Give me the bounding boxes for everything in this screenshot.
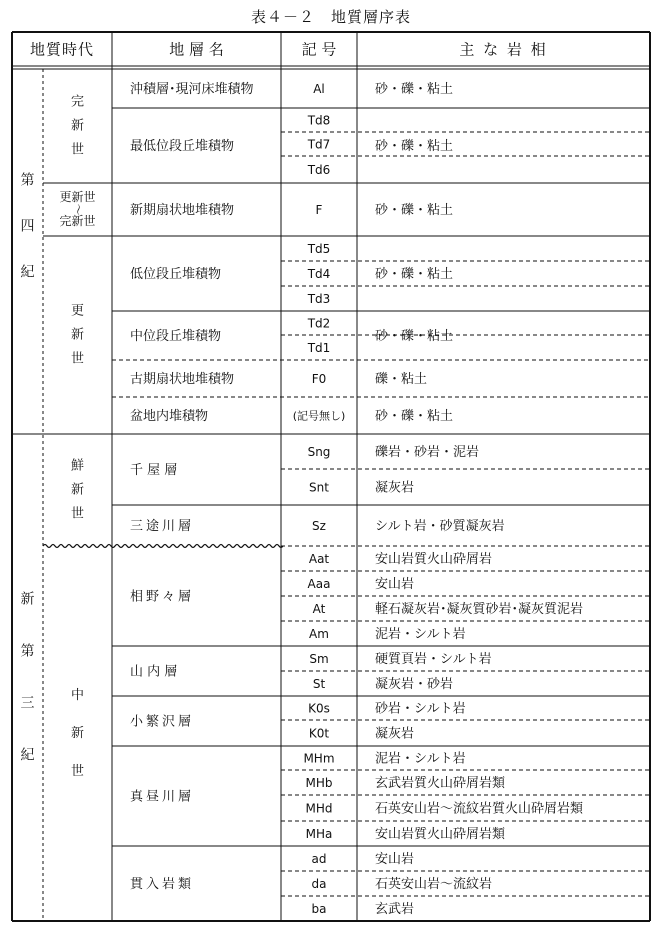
- rock-facies: 玄武岩質火山砕屑岩類: [375, 776, 506, 791]
- formation-symbol: MHd: [305, 801, 333, 816]
- epoch-label: ～: [71, 203, 85, 216]
- table-caption: 表４－２ 地質層序表: [250, 8, 411, 26]
- header-facies: 主 な 岩 相: [459, 40, 548, 59]
- period-label: 第: [20, 643, 35, 660]
- formation-symbol: Al: [313, 82, 325, 96]
- formation-name: 新期扇状地堆積物: [130, 203, 235, 218]
- formation-symbol: At: [312, 602, 326, 616]
- period-label: 四: [20, 218, 35, 235]
- epoch-label: 更: [70, 303, 85, 319]
- rock-facies: 砂岩・シルト岩: [375, 701, 466, 717]
- header-formation-name: 地 層 名: [169, 40, 224, 59]
- rock-facies: 礫・粘土: [375, 372, 428, 387]
- formation-symbol: K0t: [308, 726, 330, 741]
- rock-facies: 軽石凝灰岩･凝灰質砂岩･凝灰質泥岩: [375, 602, 584, 617]
- period-label: 第: [20, 172, 35, 189]
- rock-facies: 安山岩: [375, 852, 415, 867]
- formation-name: 相野々層: [130, 589, 195, 605]
- rock-facies: 石英安山岩～流紋岩質火山砕屑岩類: [375, 801, 584, 817]
- epoch-label: 新: [70, 482, 85, 498]
- rock-facies: 凝灰岩: [375, 726, 415, 742]
- formation-name: 盆地内堆積物: [130, 409, 209, 424]
- rock-facies: 安山岩質火山砕屑岩類: [375, 827, 506, 842]
- epoch-label: 新: [70, 118, 85, 134]
- period-label: 新: [20, 591, 35, 608]
- header-symbol: 記 号: [301, 40, 337, 59]
- formation-name: 小繁沢層: [130, 714, 195, 730]
- rock-facies: 凝灰岩・砂岩: [375, 677, 454, 692]
- formation-symbol: ba: [311, 902, 327, 916]
- rock-facies: 砂・礫・粘土: [375, 82, 454, 97]
- formation-symbol: ad: [311, 852, 327, 866]
- formation-name: 低位段丘堆積物: [130, 267, 222, 282]
- formation-symbol: Td1: [307, 341, 331, 355]
- formation-symbol: Aat: [308, 552, 330, 566]
- formation-symbol: Aaa: [307, 577, 331, 591]
- unconformity-line: [43, 545, 283, 548]
- epoch-label: 世: [70, 506, 85, 522]
- rock-facies: 安山岩質火山砕屑岩: [375, 552, 493, 567]
- formation-symbol: Td3: [307, 292, 331, 306]
- rock-facies: 砂・礫・粘土: [375, 203, 454, 218]
- epoch-label: 完: [70, 94, 85, 110]
- formation-name: 真昼川層: [130, 789, 195, 805]
- rock-facies: 凝灰岩: [375, 480, 415, 496]
- rock-facies: 泥岩・シルト岩: [375, 627, 466, 642]
- formation-symbol: Td4: [307, 267, 331, 281]
- formation-name: 山 内 層: [130, 664, 178, 680]
- period-label: 三: [20, 695, 35, 712]
- epoch-label: 世: [70, 142, 85, 158]
- rock-facies: 安山岩: [375, 577, 415, 592]
- formation-symbol: Td7: [307, 137, 331, 152]
- rock-facies: 礫岩・砂岩・泥岩: [375, 445, 480, 460]
- epoch-label: 鮮: [70, 458, 85, 474]
- formation-name: 中位段丘堆積物: [130, 329, 222, 344]
- formation-symbol: F: [315, 203, 323, 217]
- epoch-label: 完新世: [59, 214, 96, 228]
- formation-name: 古期扇状地堆積物: [130, 372, 235, 387]
- rock-facies: 砂・礫・粘土: [375, 267, 454, 282]
- rock-facies: 泥岩・シルト岩: [375, 751, 466, 767]
- rock-facies: 砂・礫・粘土: [375, 139, 454, 154]
- formation-symbol: F0: [311, 372, 327, 386]
- rock-facies: 玄武岩: [375, 902, 415, 917]
- rock-facies: 石英安山岩～流紋岩: [375, 877, 493, 892]
- formation-symbol: St: [312, 677, 326, 691]
- epoch-label: 世: [70, 351, 85, 367]
- rock-facies: 砂・礫・粘土: [375, 409, 454, 424]
- period-label: 紀: [20, 264, 35, 281]
- period-label: 紀: [20, 747, 35, 764]
- rock-facies: 硬質頁岩・シルト岩: [375, 652, 492, 667]
- formation-name: 最低位段丘堆積物: [130, 139, 235, 154]
- formation-symbol: MHm: [303, 751, 335, 766]
- formation-symbol: Td6: [307, 163, 331, 177]
- epoch-label: 中: [70, 688, 85, 703]
- epoch-label: 新: [70, 726, 85, 741]
- formation-symbol: K0s: [308, 701, 330, 716]
- formation-symbol: Sz: [312, 519, 326, 533]
- formation-symbol: Td2: [307, 316, 331, 331]
- formation-symbol: da: [311, 877, 327, 891]
- formation-symbol: Sm: [309, 652, 329, 666]
- formation-name: 貫入岩類: [130, 877, 195, 892]
- formation-symbol: Td8: [307, 113, 331, 128]
- rock-facies: 砂・礫・粘土: [375, 329, 454, 344]
- formation-symbol: Am: [309, 627, 329, 641]
- rock-facies: シルト岩・砂質凝灰岩: [375, 519, 505, 534]
- formation-symbol: Snt: [309, 480, 329, 495]
- epoch-label: 更新世: [59, 190, 96, 204]
- formation-name: 千 屋 層: [130, 463, 178, 478]
- formation-name: 三途川層: [130, 519, 195, 534]
- formation-name: 沖積層･現河床堆積物: [130, 82, 254, 97]
- epoch-label: 新: [70, 327, 85, 343]
- formation-symbol: Td5: [307, 242, 331, 256]
- formation-symbol: (記号無し): [292, 409, 346, 423]
- header-era: 地質時代: [29, 40, 95, 59]
- formation-symbol: MHa: [305, 827, 333, 841]
- epoch-label: 世: [70, 764, 85, 779]
- formation-symbol: Sng: [307, 445, 331, 459]
- formation-symbol: MHb: [305, 776, 333, 790]
